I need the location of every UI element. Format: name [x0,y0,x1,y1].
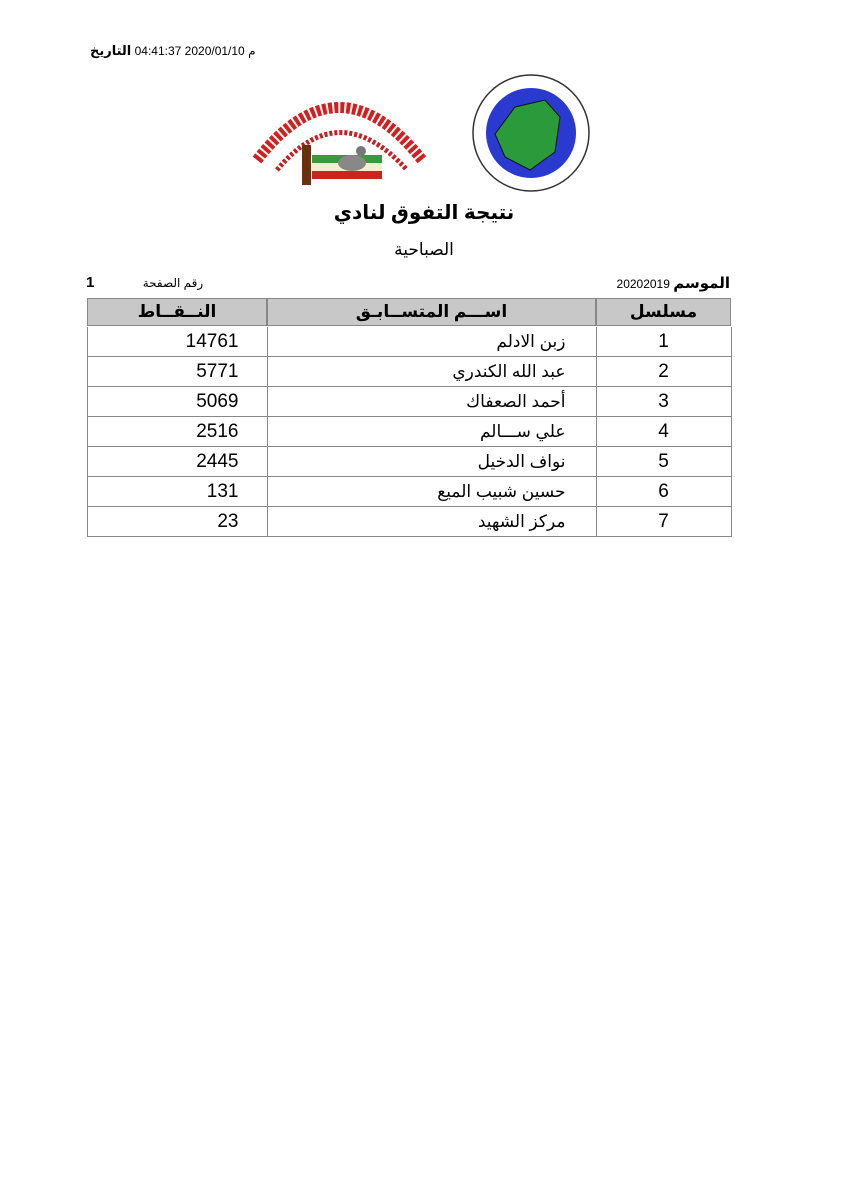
cell-points: 2445 [87,447,267,477]
am-pm: م [248,44,256,58]
table-row [87,326,731,357]
page-number-value: 1 [86,274,95,291]
page-number [86,274,203,291]
cell-points: 14761 [87,326,267,357]
page-title: نتيجة التفوق لنادي [333,202,515,224]
header-points: النــقــاط [87,298,267,326]
cell-serial: 3 [596,387,731,417]
table-row [87,387,731,417]
cell-name: زبن الادلم [267,326,596,357]
results-table [86,297,732,537]
cell-points: 2516 [87,417,267,447]
cell-points: 5069 [87,387,267,417]
header-name: اســـم المتســابـق [267,298,596,326]
cell-serial: 5 [596,447,731,477]
table-row [87,447,731,477]
header-serial: مسلسل [596,298,731,326]
cell-points: 131 [87,477,267,507]
cell-name: عبد الله الكندري [267,357,596,387]
cell-name: نواف الدخيل [267,447,596,477]
cell-serial: 6 [596,477,731,507]
date-label: التاريخ [90,43,132,58]
date-value: 2020/01/10 04:41:37 [134,44,245,58]
federation-logo [470,72,592,194]
cell-name: أحمد الصعفاك [267,387,596,417]
season [617,274,730,292]
cell-name: حسين شبيب الميع [267,477,596,507]
cell-serial: 2 [596,357,731,387]
table-row [87,477,731,507]
cell-name: علي ســـالم [267,417,596,447]
cell-serial: 4 [596,417,731,447]
table-row [87,417,731,447]
cell-points: 5771 [87,357,267,387]
club-logo [247,75,432,187]
season-value: 20202019 [616,277,670,291]
cell-serial: 7 [596,507,731,537]
cell-name: مركز الشهيد [267,507,596,537]
page-number-label: رقم الصفحة [142,276,204,290]
season-label: الموسم [673,275,730,292]
table-row [87,357,731,387]
table-header-row [87,298,731,326]
club-name: الصباحية [394,240,454,259]
cell-points: 23 [87,507,267,537]
cell-serial: 1 [596,326,731,357]
date-line [80,43,256,59]
table-row [87,507,731,537]
